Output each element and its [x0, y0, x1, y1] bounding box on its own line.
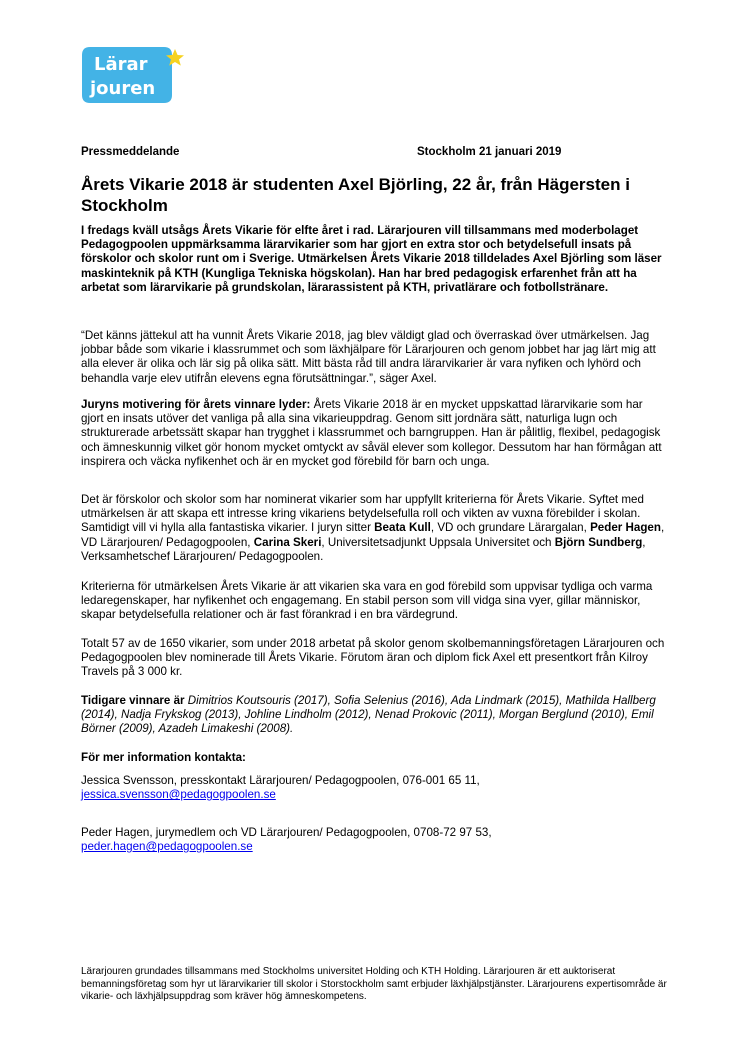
contact-1 — [81, 774, 666, 802]
nominations-text-5: , Verksamhetschef Lärarjouren/ Pedagogpoolen. — [81, 535, 646, 563]
totals-paragraph: Totalt 57 av de 1650 vikarier, som under 2018 arbetat på skolor genom skolbemanningsföretagen Lärarjouren och Pedagogpoolen blev nominerade till Årets Vikarie. Förutom äran och diplom fick Axel ett presentkort från Kilroy Travels på 3 000 kr. — [81, 637, 665, 679]
contact-2 — [81, 826, 666, 854]
nominations-paragraph — [81, 493, 666, 564]
contact-2-text: Peder Hagen, jurymedlem och VD Lärarjouren/ Pedagogpoolen, 0708-72 97 53, — [81, 826, 492, 839]
motivation-paragraph — [81, 398, 666, 469]
larar-jouren-logo — [80, 45, 186, 105]
lead-paragraph: I fredags kväll utsågs Årets Vikarie för elfte året i rad. Lärarjouren vill tillsammans med moderbolaget Pedagogpoolen uppmärksamma lärarvikarier som har gjort en extra stor och betydelsefull insats på förskolor och skolor runt om i Sverige. Utmärkelsen Årets Vikarie 2018 tilldelades Axel Björling som läser maskinteknik på KTH (Kungliga Tekniska högskolan). Han har bred pedagogisk erfarenhet från att ha arbetat som lärarvikarie på grundskolan, lärarassistent på KTH, privatlärare och fotbollstränare. — [81, 224, 662, 294]
previous-winners-paragraph — [81, 694, 666, 737]
logo-graphic — [80, 45, 186, 105]
motivation-label: Juryns motivering för årets vinnare lyder: — [81, 398, 311, 411]
previous-winners-names: Dimitrios Koutsouris (2017), Sofia Selenius (2016), Ada Lindmark (2015), Mathilda Hallberg (2014), Nadja Frykskog (2013), Johline Lindholm (2012), Nenad Prokovic (2011), Morgan Berglund (2010), Emil Börner (2009), Azadeh Limakeshi (2008). — [81, 694, 656, 736]
nominations-text-4: , Universitetsadjunkt Uppsala Universitet och — [321, 535, 555, 549]
jury-member-4: Björn Sundberg — [554, 535, 643, 549]
jury-member-1: Beata Kull — [374, 521, 431, 535]
document-type: Pressmeddelande — [81, 146, 180, 158]
motivation-text: Årets Vikarie 2018 är en mycket uppskattad lärarvikarie som har gjort en insats utöver det vanliga på alla sina vikarieuppdrag. Genom sitt jordnära sätt, naturliga lugn och strukturerade arbetssätt skapar han trygghet i klassrummet och barngruppen. Han är pålitlig, flexibel, pedagogisk och ämneskunnig vilket gör honom mycket omtyckt av såväl elever som kollegor. Dessutom har han förmågan att inspirera och väcka nyfikenhet och är en mycket god förebild för barn och unga. — [81, 398, 662, 468]
nominations-text-3: , VD Lärarjouren/ Pedagogpoolen, — [81, 521, 665, 549]
quote-paragraph: “Det känns jättekul att ha vunnit Årets Vikarie 2018, jag blev väldigt glad och överraskad över utmärkelsen. Jag jobbar både som vikarie i klassrummet och som läxhjälpare för Lärarjouren och genom jobbet har jag lärt mig att alla elever är olika och lär sig på olika sätt. Mitt bästa råd till andra lärarvikarier är vara nyfiken och lyhörd och behandla varje elev utifrån elevens egna förutsättningar.”, säger Axel. — [81, 329, 656, 385]
nominations-text-1: Det är förskolor och skolor som har nominerat vikarier som har uppfyllt kriterierna för Årets Vikarie. Syftet med utmärkelsen är att skapa ett intresse kring vikariens betydelsefulla roll och vikten av vuxna förebilder i skolan. Samtidigt vill vi hylla alla fantastiska vikarier. I juryn sitter — [81, 493, 644, 535]
header-row — [81, 146, 575, 158]
page-title: Årets Vikarie 2018 är studenten Axel Björling, 22 år, från Hägersten i Stockholm — [81, 175, 630, 215]
contact-heading: För mer information kontakta: — [81, 751, 246, 764]
nominations-text-2: , VD och grundare Lärargalan, — [430, 521, 591, 535]
footer-text: Lärarjouren grundades tillsammans med Stockholms universitet Holding och KTH Holding. Lärarjouren är ett auktoriserat bemanningsföretag som hyr ut lärarvikarier till skolor i Storstockholm samt erbjuder läxhjälpstjänster. Lärarjourens expertisområde är vikarie- och läxhjälpsuppdrag som kräver hög ämneskompetens. — [81, 966, 667, 1003]
document-date: Stockholm 21 januari 2019 — [417, 146, 562, 158]
logo-line2: jouren — [90, 78, 156, 99]
previous-winners-label: Tidigare vinnare är — [81, 694, 185, 707]
jury-member-2: Peder Hagen — [590, 521, 661, 535]
jury-member-3: Carina Skeri — [253, 535, 322, 549]
logo-line1: Lärar — [94, 54, 148, 75]
contact-1-email-link[interactable]: jessica.svensson@pedagogpoolen.se — [81, 788, 276, 802]
criteria-paragraph: Kriterierna för utmärkelsen Årets Vikarie är att vikarien ska vara en god förebild som uppvisar tydliga och varma ledaregenskaper, har nyfikenhet och engagemang. En stabil person som vill vidga sina vyer, gillar människor, skapar betydelsefulla relationer och är fast förankrad i en bra värdegrund. — [81, 580, 653, 622]
contact-2-email-link[interactable]: peder.hagen@pedagogpoolen.se — [81, 840, 253, 854]
contact-1-text: Jessica Svensson, presskontakt Lärarjouren/ Pedagogpoolen, 076-001 65 11, — [81, 774, 480, 787]
